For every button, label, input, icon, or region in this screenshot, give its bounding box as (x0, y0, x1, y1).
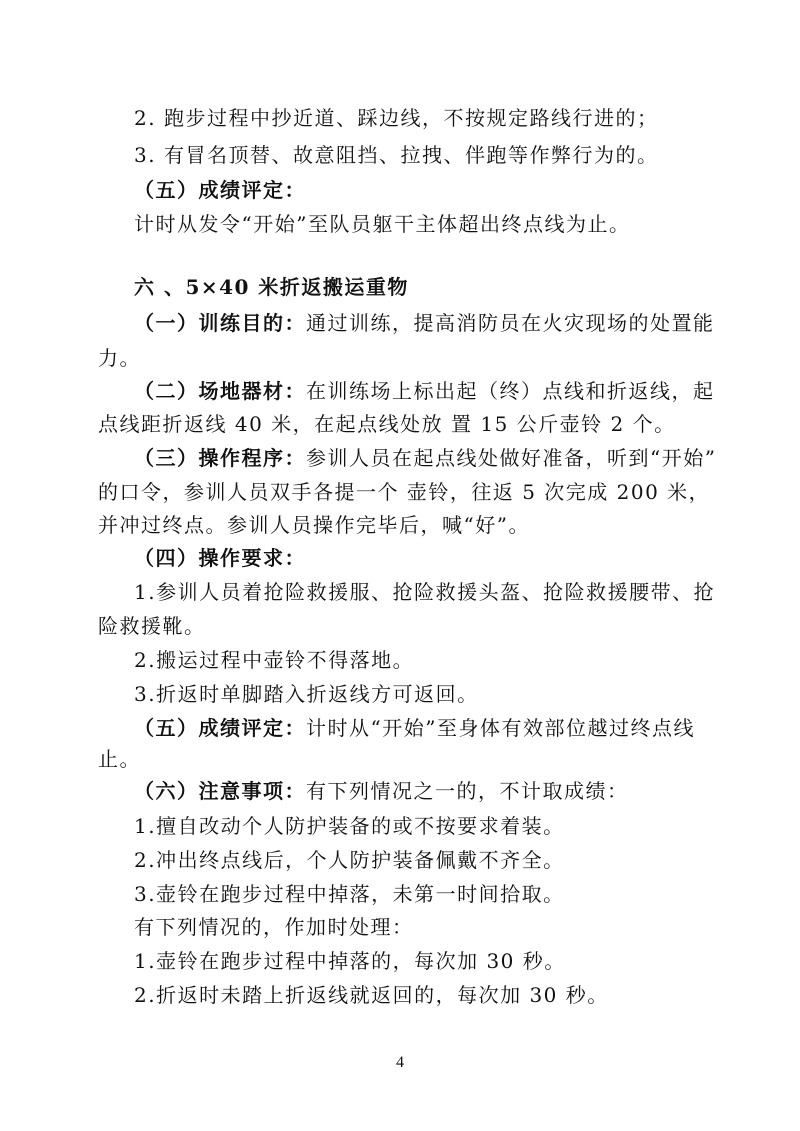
operation-procedure-continuation-2: 并冲过终点。参训人员操作完毕后，喊“好”。 (98, 513, 530, 537)
penalty-1: 1.壶铃在跑步过程中掉落的，每次加 30 秒。 (134, 949, 566, 973)
section-heading-requirements: （四）操作要求： (134, 546, 306, 570)
venue-equipment-continuation: 点线距折返线 40 米，在起点线处放 置 15 公斤壶铃 2 个。 (98, 412, 676, 436)
operation-procedure-continuation-1: 的口令，参训人员双手各提一个 壶铃，往返 5 次完成 200 米， (98, 480, 711, 504)
operation-procedure-line: （三）操作程序：参训人员在起点线处做好准备，听到“开始” (134, 446, 717, 470)
venue-equipment-line: （二）场地器材：在训练场上标出起（终）点线和折返线，起 (134, 379, 715, 403)
note-2: 2.冲出终点线后，个人防护装备佩戴不齐全。 (134, 848, 565, 872)
section-heading-score-eval-1: （五）成绩评定： (134, 178, 306, 202)
requirement-1-continuation: 险救援靴。 (98, 614, 206, 638)
score-eval-continuation-2: 止。 (98, 747, 141, 771)
note-3: 3.壶铃在跑步过程中掉落，未第一时间拾取。 (134, 882, 565, 906)
page-number: 4 (396, 1054, 404, 1071)
penalty-intro: 有下列情况的，作加时处理： (134, 915, 414, 939)
penalty-2: 2.折返时未踏上折返线就返回的，每次加 30 秒。 (134, 983, 609, 1007)
training-purpose-line: （一）训练目的：通过训练，提高消防员在火灾现场的处置能 (134, 311, 715, 335)
notes-heading-line: （六）注意事项：有下列情况之一的，不计取成绩： (134, 779, 629, 803)
score-eval-line-2: （五）成绩评定：计时从“开始”至身体有效部位越过终点线 (134, 716, 695, 740)
chapter-heading-six: 六 、5×40 米折返搬运重物 (134, 275, 409, 299)
rule-line-3: 3. 有冒名顶替、故意阻挡、拉拽、伴跑等作弊行为的。 (134, 143, 659, 167)
requirement-3: 3.折返时单脚踏入折返线方可返回。 (134, 682, 479, 706)
requirement-2: 2.搬运过程中壶铃不得落地。 (134, 648, 415, 672)
note-1: 1.擅自改动个人防护装备的或不按要求着装。 (134, 814, 565, 838)
score-eval-text-1: 计时从发令“开始”至队员躯干主体超出终点线为止。 (134, 212, 631, 236)
requirement-1: 1.参训人员着抢险救援服、抢险救援头盔、抢险救援腰带、抢 (134, 580, 716, 604)
rule-line-2: 2. 跑步过程中抄近道、踩边线，不按规定路线行进的； (134, 106, 659, 130)
training-purpose-continuation: 力。 (98, 346, 141, 370)
